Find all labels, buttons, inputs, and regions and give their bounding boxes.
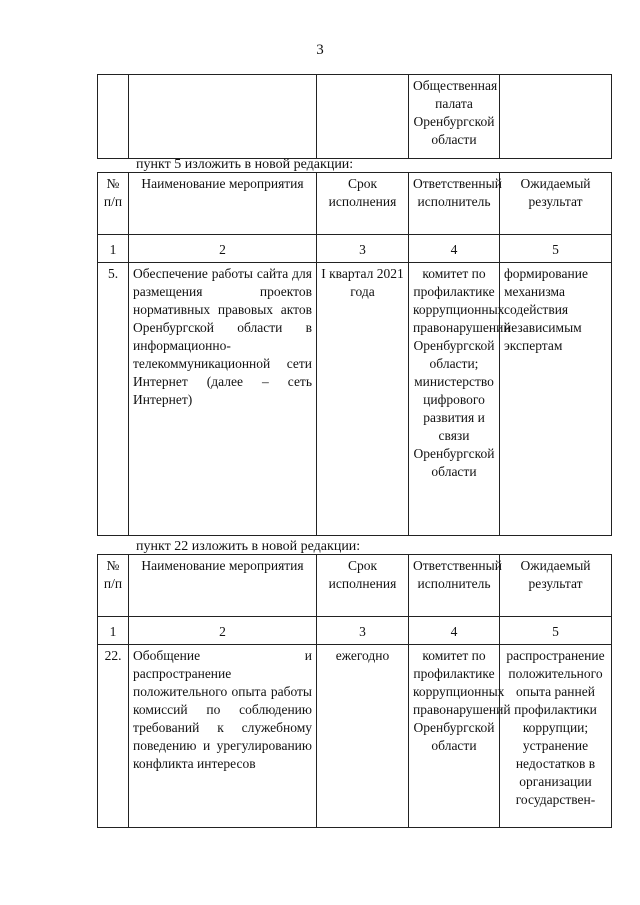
header-result: Ожидаемый результат <box>500 173 612 235</box>
continuation-cell-name <box>129 75 317 159</box>
header-result: Ожидаемый результат <box>500 555 612 617</box>
section-22-intro: пункт 22 изложить в новой редакции: <box>136 539 361 554</box>
header-num: № п/п <box>98 555 129 617</box>
row-name: Обеспечение работы сайта для размещения проектов нормативных правовых актов Оренбургской области в информационно-телекоммуникационной сети Интернет (далее – сеть Интернет) <box>129 263 317 536</box>
table-row <box>98 645 612 828</box>
row-num: 22. <box>98 645 129 828</box>
continuation-cell-deadline <box>317 75 409 159</box>
continuation-table <box>97 74 612 159</box>
header-deadline: Срок исполнения <box>317 173 409 235</box>
index-row: 1 2 3 4 5 <box>98 235 612 263</box>
header-num: № п/п <box>98 173 129 235</box>
page-number: 3 <box>316 42 324 58</box>
header-deadline: Срок исполнения <box>317 555 409 617</box>
header-responsible: Ответственный исполнитель <box>409 555 500 617</box>
continuation-cell-responsible: Общественная палата Оренбургской области <box>409 75 500 159</box>
row-responsible: комитет по профилактике коррупционных правонарушений Оренбургской области; министерство цифрового развития и связи Оренбургской области <box>409 263 500 536</box>
row-responsible: комитет по профилактике коррупционных правонарушений Оренбургской области <box>409 645 500 828</box>
row-result: формирование механизма содействия независимым экспертам <box>500 263 612 536</box>
section-5-table <box>97 172 612 536</box>
index-row: 1 2 3 4 5 <box>98 617 612 645</box>
row-name: Обобщение и распространение положительного опыта работы комиссий по соблюдению требований к служебному поведению и урегулированию конфликта интересов <box>129 645 317 828</box>
continuation-cell-result <box>500 75 612 159</box>
continuation-cell-num <box>98 75 129 159</box>
row-num: 5. <box>98 263 129 536</box>
header-row <box>98 555 612 617</box>
row-deadline: ежегодно <box>317 645 409 828</box>
header-name: Наименование мероприятия <box>129 173 317 235</box>
header-responsible: Ответственный исполнитель <box>409 173 500 235</box>
header-row <box>98 173 612 235</box>
row-result: распространение положительного опыта ранней профилактики коррупции; устранение недостатков в организации государствен- <box>500 645 612 828</box>
section-22-table <box>97 554 612 828</box>
row-deadline: I квартал 2021 года <box>317 263 409 536</box>
table-row <box>98 263 612 536</box>
header-name: Наименование мероприятия <box>129 555 317 617</box>
section-5-intro: пункт 5 изложить в новой редакции: <box>136 157 354 172</box>
